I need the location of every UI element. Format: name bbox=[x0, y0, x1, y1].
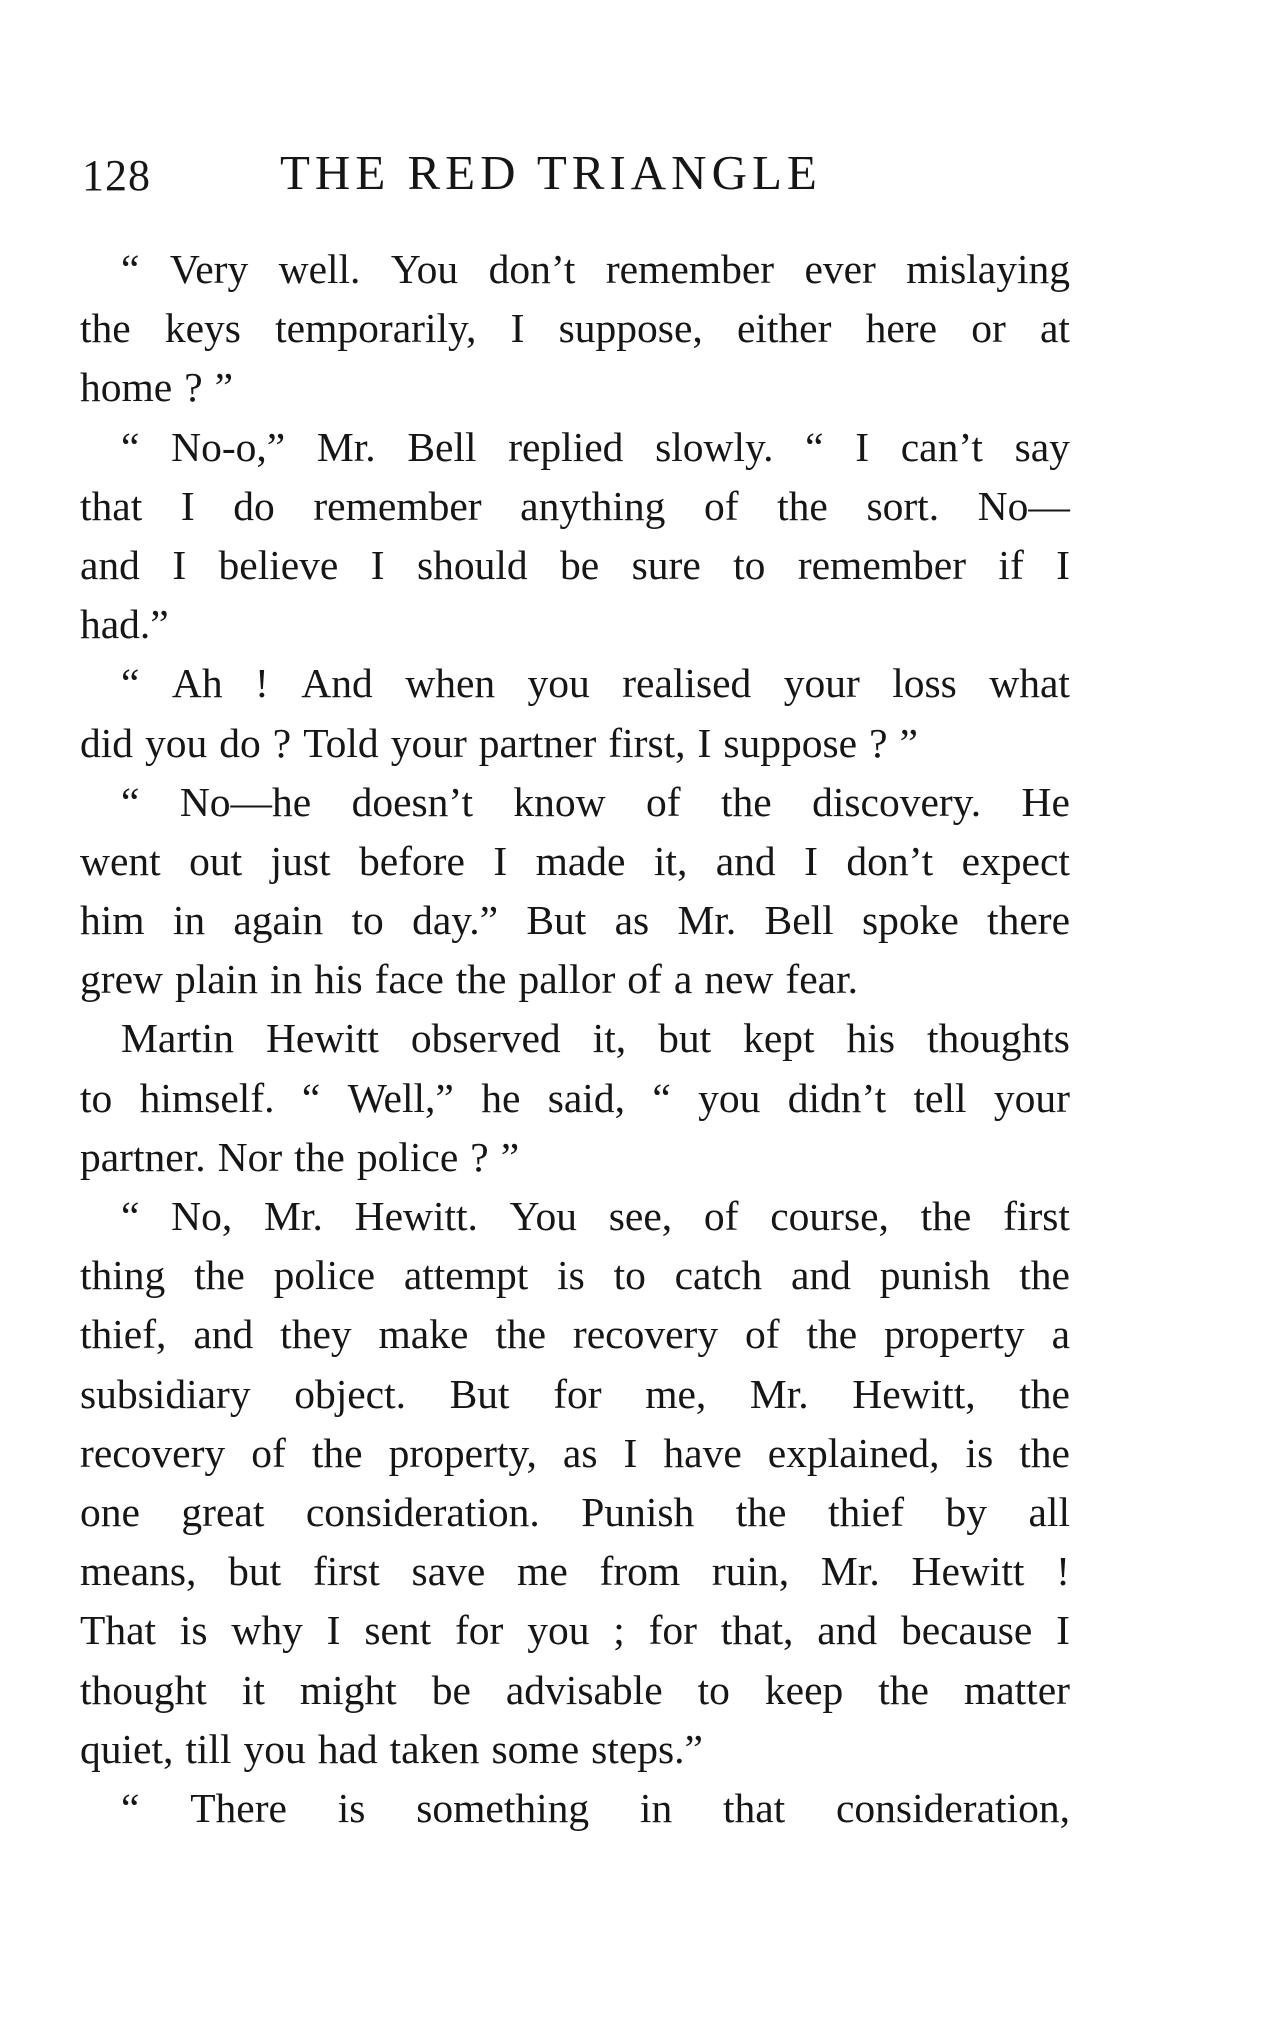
word: object. bbox=[294, 1370, 406, 1417]
word: new bbox=[704, 956, 774, 1003]
text-line bbox=[80, 1720, 1070, 1779]
word: Told bbox=[303, 719, 379, 766]
text-line bbox=[80, 654, 1070, 713]
word: of bbox=[627, 956, 662, 1003]
word: before bbox=[358, 837, 465, 884]
word: doesn’t bbox=[351, 778, 474, 825]
word: be bbox=[560, 541, 600, 588]
word: you bbox=[145, 719, 208, 766]
word: make bbox=[378, 1311, 469, 1358]
word: I bbox=[180, 482, 195, 529]
word: “ bbox=[652, 1074, 671, 1121]
word: and bbox=[790, 1252, 851, 1299]
word: a bbox=[1051, 1311, 1070, 1358]
word: of bbox=[251, 1429, 286, 1476]
word: tell bbox=[913, 1074, 967, 1121]
word: Hewitt. bbox=[354, 1193, 478, 1239]
text-line bbox=[80, 1661, 1070, 1720]
word: don’t bbox=[488, 246, 576, 292]
text-line bbox=[80, 358, 1070, 417]
word: that bbox=[80, 482, 143, 529]
page-header bbox=[82, 145, 1042, 214]
word: plain bbox=[174, 956, 258, 1003]
word: you bbox=[527, 1607, 590, 1654]
word: see, bbox=[608, 1193, 673, 1239]
text-line bbox=[80, 1424, 1070, 1483]
word: partner bbox=[478, 719, 597, 766]
word: said, bbox=[547, 1074, 625, 1121]
word: till bbox=[185, 1725, 232, 1772]
word: first bbox=[312, 1548, 380, 1595]
word: that bbox=[722, 1784, 786, 1831]
word: police bbox=[273, 1252, 376, 1299]
word: Mr. bbox=[316, 423, 376, 470]
word: Well,” bbox=[347, 1074, 454, 1121]
text-line bbox=[80, 773, 1070, 832]
text-line bbox=[80, 1009, 1070, 1068]
word: ; bbox=[613, 1607, 625, 1654]
word: in bbox=[639, 1784, 673, 1831]
word: “ bbox=[121, 1784, 140, 1831]
text-line bbox=[80, 240, 1070, 299]
word: quiet, bbox=[80, 1725, 174, 1772]
word: the bbox=[777, 482, 828, 529]
word: the bbox=[80, 305, 131, 352]
word: means, bbox=[80, 1548, 197, 1595]
word: matter bbox=[963, 1666, 1070, 1713]
word: That bbox=[80, 1607, 157, 1654]
word: Punish bbox=[581, 1488, 695, 1535]
word: to bbox=[80, 1074, 113, 1121]
word: And bbox=[301, 660, 373, 707]
word: kept bbox=[743, 1015, 815, 1062]
word: suppose, bbox=[558, 305, 703, 352]
word: because bbox=[900, 1607, 1033, 1654]
word: Martin bbox=[121, 1015, 234, 1062]
word: the bbox=[920, 1193, 972, 1239]
word: discovery. bbox=[812, 778, 982, 825]
word: all bbox=[1028, 1488, 1070, 1535]
word: I bbox=[370, 541, 385, 588]
word: of bbox=[703, 482, 739, 529]
word: your bbox=[993, 1074, 1070, 1121]
word: do bbox=[233, 482, 275, 529]
word: him bbox=[80, 897, 145, 944]
word: of bbox=[703, 1193, 739, 1239]
word: the bbox=[721, 778, 772, 825]
word: have bbox=[663, 1429, 742, 1476]
text-line bbox=[80, 1069, 1070, 1128]
word: observed bbox=[410, 1015, 561, 1062]
word: property bbox=[884, 1311, 1025, 1358]
word: to bbox=[613, 1252, 646, 1299]
word: spoke bbox=[861, 897, 959, 944]
word: from bbox=[599, 1548, 681, 1595]
word: your bbox=[783, 660, 860, 707]
word: recovery bbox=[572, 1311, 719, 1358]
word: it, bbox=[653, 837, 688, 884]
word: the bbox=[194, 1252, 245, 1299]
word: Hewitt, bbox=[852, 1370, 976, 1417]
word: is bbox=[337, 1784, 366, 1831]
word: steps.” bbox=[591, 1725, 703, 1772]
text-line bbox=[80, 1779, 1070, 1838]
word: No— bbox=[977, 482, 1070, 529]
word: thoughts bbox=[926, 1015, 1070, 1062]
word: as bbox=[614, 897, 650, 944]
word: his bbox=[846, 1015, 895, 1062]
word: me bbox=[517, 1548, 568, 1595]
word: There bbox=[190, 1784, 287, 1831]
word: Mr. bbox=[820, 1548, 880, 1595]
word: thief, bbox=[80, 1311, 167, 1358]
word: I bbox=[697, 719, 712, 766]
word: well. bbox=[278, 246, 361, 292]
word: is bbox=[179, 1607, 208, 1654]
word: to bbox=[733, 541, 766, 588]
word: himself. bbox=[139, 1074, 275, 1121]
word: Bell bbox=[407, 423, 477, 470]
word: why bbox=[231, 1607, 303, 1654]
word: the bbox=[294, 1133, 345, 1180]
word: the bbox=[1019, 1370, 1070, 1417]
text-line bbox=[80, 477, 1070, 536]
word: taken bbox=[389, 1725, 480, 1772]
word: I bbox=[510, 305, 525, 352]
word: ! bbox=[1056, 1548, 1070, 1595]
word: had.” bbox=[80, 601, 169, 648]
word: remember bbox=[313, 482, 482, 529]
word: face bbox=[374, 956, 444, 1003]
word: subsidiary bbox=[80, 1370, 251, 1417]
word: Mr. bbox=[264, 1193, 323, 1239]
page-number: 128 bbox=[82, 151, 151, 200]
word: you bbox=[698, 1074, 761, 1121]
word: consideration. bbox=[305, 1488, 540, 1535]
word: Nor bbox=[217, 1133, 283, 1180]
word: the bbox=[878, 1666, 929, 1713]
word: that, bbox=[720, 1607, 794, 1654]
word: replied bbox=[508, 423, 624, 470]
word: did bbox=[80, 719, 134, 766]
word: to bbox=[697, 1666, 730, 1713]
word: didn’t bbox=[787, 1074, 887, 1121]
text-line bbox=[80, 1305, 1070, 1364]
word: ? bbox=[470, 1133, 489, 1180]
word: but bbox=[228, 1548, 282, 1595]
word: something bbox=[416, 1784, 590, 1831]
word: don’t bbox=[846, 837, 934, 884]
word: you bbox=[527, 660, 590, 707]
word: Mr. bbox=[749, 1370, 809, 1417]
word: pallor bbox=[518, 956, 616, 1003]
word: ? bbox=[184, 364, 203, 411]
word: I bbox=[1056, 541, 1070, 588]
word: for bbox=[648, 1607, 697, 1654]
word: went bbox=[80, 837, 161, 884]
word: I bbox=[172, 541, 187, 588]
word: No, bbox=[171, 1193, 233, 1239]
word: catch bbox=[674, 1252, 763, 1299]
word: you bbox=[243, 1725, 306, 1772]
word: or bbox=[971, 305, 1006, 352]
text-line bbox=[80, 1187, 1070, 1246]
word: “ bbox=[121, 1193, 140, 1239]
word: No-o,” bbox=[171, 423, 286, 470]
word: in bbox=[172, 897, 206, 944]
word: course, bbox=[770, 1193, 889, 1239]
word: and bbox=[817, 1607, 878, 1654]
text-line bbox=[80, 1483, 1070, 1542]
word: can’t bbox=[900, 423, 983, 470]
word: ? bbox=[869, 719, 888, 766]
word: of bbox=[744, 1311, 780, 1358]
word: as bbox=[562, 1429, 598, 1476]
word: thought bbox=[80, 1666, 207, 1713]
word: they bbox=[280, 1311, 352, 1358]
word: keys bbox=[164, 305, 241, 352]
word: should bbox=[416, 541, 528, 588]
word: anything bbox=[520, 482, 666, 529]
word: but bbox=[658, 1015, 712, 1062]
word: is bbox=[557, 1252, 585, 1299]
word: temporarily, bbox=[275, 305, 477, 352]
word: know bbox=[513, 778, 606, 825]
word: No—he bbox=[179, 778, 312, 825]
word: and bbox=[193, 1311, 254, 1358]
word: Hewitt bbox=[911, 1548, 1025, 1595]
text-line bbox=[80, 299, 1070, 358]
word: ” bbox=[214, 364, 234, 411]
word: his bbox=[314, 956, 363, 1003]
word: I bbox=[855, 423, 870, 470]
word: the bbox=[806, 1311, 858, 1358]
word: day.” bbox=[412, 897, 499, 944]
word: sent bbox=[364, 1607, 432, 1654]
word: for bbox=[454, 1607, 504, 1654]
word: “ bbox=[121, 660, 140, 707]
word: it, bbox=[592, 1015, 627, 1062]
word: he bbox=[481, 1074, 521, 1121]
body-text bbox=[80, 240, 1070, 1838]
word: “ bbox=[805, 423, 824, 470]
word: But bbox=[449, 1370, 510, 1417]
word: “ bbox=[121, 423, 140, 470]
word: keep bbox=[764, 1666, 844, 1713]
word: the bbox=[1019, 1429, 1070, 1476]
word: here bbox=[865, 305, 938, 352]
word: had bbox=[317, 1725, 378, 1772]
word: Very bbox=[169, 246, 249, 292]
text-line bbox=[80, 1128, 1070, 1187]
word: I bbox=[804, 837, 818, 884]
text-line bbox=[80, 536, 1070, 595]
word: loss bbox=[892, 660, 957, 707]
word: police bbox=[356, 1133, 459, 1180]
word: sort. bbox=[866, 482, 940, 529]
word: believe bbox=[218, 541, 339, 588]
word: ruin, bbox=[711, 1548, 790, 1595]
word: do bbox=[219, 719, 261, 766]
word: consideration, bbox=[836, 1784, 1070, 1831]
word: again bbox=[233, 897, 324, 944]
word: realised bbox=[622, 660, 752, 707]
word: partner. bbox=[80, 1133, 206, 1180]
word: remember bbox=[605, 246, 775, 292]
word: save bbox=[411, 1548, 486, 1595]
word: I bbox=[1056, 1607, 1070, 1654]
word: the bbox=[455, 956, 507, 1003]
word: me, bbox=[645, 1370, 707, 1417]
word: grew bbox=[80, 956, 163, 1003]
word: in bbox=[269, 956, 303, 1003]
word: first, bbox=[608, 719, 686, 766]
word: attempt bbox=[403, 1252, 529, 1299]
text-line bbox=[80, 1601, 1070, 1660]
word: You bbox=[390, 246, 459, 292]
word: He bbox=[1021, 778, 1070, 825]
word: advisable bbox=[505, 1666, 663, 1713]
word: it bbox=[241, 1666, 265, 1713]
word: when bbox=[405, 660, 496, 707]
word: and bbox=[80, 541, 140, 588]
word: Hewitt bbox=[265, 1015, 379, 1062]
word: at bbox=[1039, 305, 1070, 352]
text-line bbox=[80, 1365, 1070, 1424]
word: “ bbox=[301, 1074, 321, 1121]
word: Mr. bbox=[677, 897, 737, 944]
word: “ bbox=[121, 778, 140, 825]
word: say bbox=[1014, 423, 1070, 470]
word: made bbox=[535, 837, 626, 884]
word: expect bbox=[961, 837, 1070, 884]
text-line bbox=[80, 891, 1070, 950]
word: Bell bbox=[764, 897, 834, 944]
word: your bbox=[390, 719, 467, 766]
word: to bbox=[351, 897, 384, 944]
word: first bbox=[1003, 1193, 1070, 1239]
text-line bbox=[80, 595, 1070, 654]
word: if bbox=[998, 541, 1024, 588]
word: a bbox=[673, 956, 693, 1003]
word: by bbox=[945, 1488, 988, 1535]
running-title: THE RED TRIANGLE bbox=[280, 145, 822, 200]
word: is bbox=[965, 1429, 994, 1476]
word: what bbox=[989, 660, 1070, 707]
text-line bbox=[80, 950, 1070, 1009]
word: I bbox=[623, 1429, 638, 1476]
word: for bbox=[553, 1370, 602, 1417]
word: punish bbox=[879, 1252, 991, 1299]
word: the bbox=[311, 1429, 363, 1476]
word: might bbox=[299, 1666, 397, 1713]
word: But bbox=[526, 897, 587, 944]
word: I bbox=[493, 837, 508, 884]
text-line bbox=[80, 1542, 1070, 1601]
word: You bbox=[509, 1193, 577, 1239]
word: some bbox=[491, 1725, 580, 1772]
text-line bbox=[80, 832, 1070, 891]
word: the bbox=[495, 1311, 547, 1358]
word: ” bbox=[899, 719, 918, 766]
word: slowly. bbox=[655, 423, 774, 470]
word: the bbox=[735, 1488, 787, 1535]
word: explained, bbox=[767, 1429, 940, 1476]
word: of bbox=[646, 778, 681, 825]
word: ever bbox=[804, 246, 876, 292]
word: there bbox=[987, 897, 1070, 944]
word: remember bbox=[797, 541, 967, 588]
word: one bbox=[80, 1488, 140, 1535]
word: either bbox=[736, 305, 832, 352]
word: be bbox=[431, 1666, 471, 1713]
word: home bbox=[80, 364, 173, 411]
word: ! bbox=[255, 660, 269, 707]
word: ? bbox=[272, 719, 292, 766]
text-line bbox=[80, 418, 1070, 477]
word: mislaying bbox=[906, 246, 1070, 292]
word: the bbox=[1019, 1252, 1070, 1299]
text-line bbox=[80, 714, 1070, 773]
word: Ah bbox=[171, 660, 223, 707]
word: fear. bbox=[785, 956, 858, 1003]
text-line bbox=[80, 1246, 1070, 1305]
word: recovery bbox=[80, 1429, 226, 1476]
word: sure bbox=[631, 541, 701, 588]
word: ” bbox=[500, 1133, 520, 1180]
word: property, bbox=[388, 1429, 537, 1476]
word: thing bbox=[80, 1252, 166, 1299]
word: great bbox=[181, 1488, 265, 1535]
word: just bbox=[270, 837, 331, 884]
word: thief bbox=[827, 1488, 905, 1535]
word: out bbox=[189, 837, 243, 884]
word: and bbox=[715, 837, 776, 884]
word: I bbox=[326, 1607, 341, 1654]
word: “ bbox=[121, 246, 140, 292]
word: suppose bbox=[723, 719, 858, 766]
